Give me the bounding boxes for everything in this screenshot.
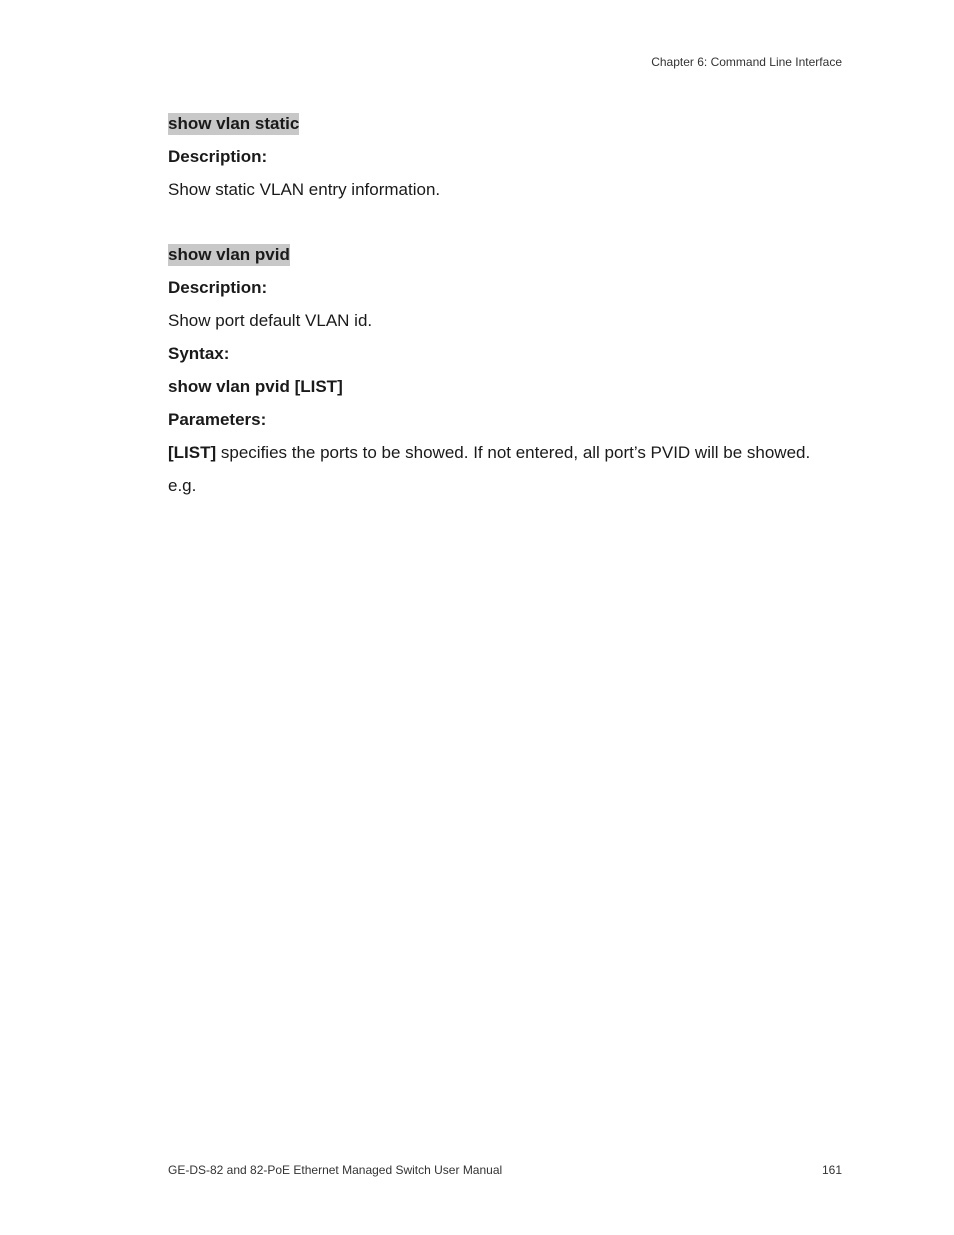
page-content xyxy=(168,111,848,506)
footer-page-number: 161 xyxy=(821,1163,842,1177)
description-text: Show port default VLAN id. xyxy=(168,311,373,330)
parameters-label: Parameters: xyxy=(168,410,267,429)
parameter-description xyxy=(168,440,848,473)
description-label: Description: xyxy=(168,147,268,166)
syntax-text: show vlan pvid [LIST] xyxy=(168,377,343,396)
parameter-name: [LIST] xyxy=(168,443,217,462)
parameter-text: specifies the ports to be showed. If not entered, all port’s PVID will be showed. xyxy=(216,443,811,462)
description-label: Description: xyxy=(168,278,268,297)
command-heading-text: show vlan pvid xyxy=(168,245,290,264)
example-label: e.g. xyxy=(168,476,197,495)
syntax-label: Syntax: xyxy=(168,344,230,363)
description-text: Show static VLAN entry information. xyxy=(168,180,441,199)
command-heading-text: show vlan static xyxy=(168,114,300,133)
command-heading xyxy=(168,242,848,275)
section-spacer xyxy=(168,210,848,242)
command-heading xyxy=(168,111,848,144)
footer-manual-title: GE-DS-82 and 82-PoE Ethernet Managed Switch User Manual xyxy=(168,1163,503,1177)
running-header: Chapter 6: Command Line Interface xyxy=(651,55,842,69)
